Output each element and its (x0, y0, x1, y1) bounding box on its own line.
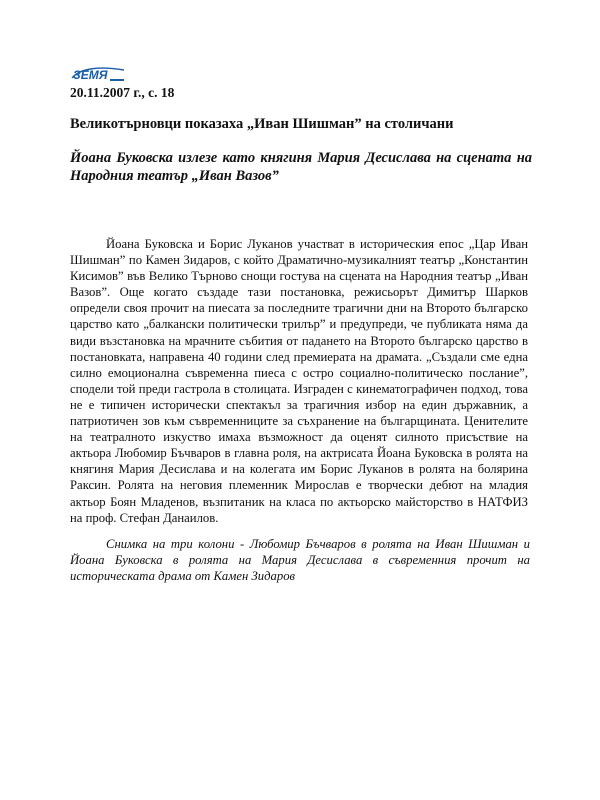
article-subheadline: Йоана Буковска излезе като княгиня Мария Десислава на сцената на Народния театър „Иван Вазов” (70, 150, 532, 184)
dateline: 20.11.2007 г., с. 18 (70, 85, 175, 100)
zemya-logo-icon (70, 64, 126, 84)
logo-text: ЗЕМЯ (73, 68, 108, 82)
article-headline: Великотърновци показаха „Иван Шишман” на столичани (70, 116, 454, 132)
photo-caption (70, 536, 530, 584)
photo-caption-text: Снимка на три колони - Любомир Бъчваров в ролята на Иван Шишман и Йоана Буковска в ролята на Мария Десислава в съвременния прочит на историческата драма от Камен Зидаров (70, 537, 530, 584)
article-body-text: Йоана Буковска и Борис Луканов участват в историческия епос „Цар Иван Шишман” по Камен Зидаров, с който Драматично-музикалният театър „Константин Кисимов” във Велико Търново снощи гостува на сцената на Народния театър „Иван Вазов”. Още когато създаде тази постановка, режисьорът Димитър Шарков определи своя прочит на пиесата за последните трагични дни на Второто българско царство като „балкански политически трилър” и предупреди, че публиката няма да види възстановка на мрачните събития от падането на Второто българско царство в постановката, направена 40 години след премиерата на драмата. „Създали сме една силно емоционална съвременна пиеса с остро социално-политическо послание”, сподели той преди гастрола в столицата. Изграден с кинематографичен подход, това не е типичен исторически спектакъл за трагичния избор на един държавник, а патриотичен зов към съвременниците за съхранение на българщината. Ценителите на театралното изкуство имаха възможност да оценят силното присъствие на актьора Любомир Бъчваров в главна роля, на актрисата Йоана Буковска в ролята на княгиня Мария Десислава и на колегата им Борис Луканов в ролята на болярина Раксин. Ролята на неговия племенник Мирослав е творчески дебют на младия актьор Боян Младенов, възпитаник на класа по актьорско майсторство в НАТФИЗ на проф. Стефан Данаилов. (70, 237, 528, 525)
article-body (70, 236, 528, 526)
newspaper-logo (70, 64, 126, 84)
